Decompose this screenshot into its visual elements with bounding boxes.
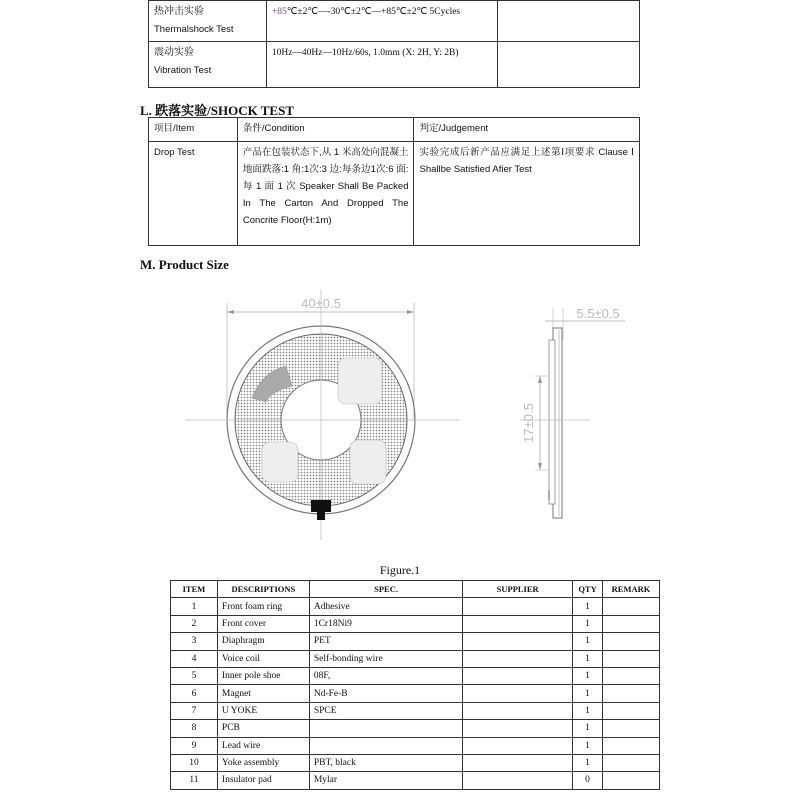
cell-description: Lead wire bbox=[217, 737, 309, 754]
cell-description: Inner pole shoe bbox=[217, 667, 309, 684]
header-item: ITEM bbox=[171, 581, 218, 598]
test-name-zh: 热冲击实验 bbox=[154, 6, 204, 17]
section-title-product-size: M. Product Size bbox=[140, 257, 229, 272]
table-row bbox=[171, 667, 660, 684]
table-row bbox=[171, 737, 660, 754]
cell-spec bbox=[309, 720, 462, 737]
figure-caption: Figure.1 bbox=[379, 563, 421, 577]
side-view bbox=[520, 306, 625, 518]
cell-description: Yoke assembly bbox=[217, 754, 309, 771]
cell-item: 4 bbox=[171, 650, 218, 667]
cell-description: Front foam ring bbox=[217, 598, 309, 615]
header-remark: REMARK bbox=[603, 581, 660, 598]
table-row bbox=[171, 633, 660, 650]
dim-thickness-label: 5.5±0.5 bbox=[576, 306, 620, 321]
table-row bbox=[171, 598, 660, 615]
cell-spec: Adhesive bbox=[309, 598, 462, 615]
terminal bbox=[311, 500, 331, 512]
cell-spec: PBT, black bbox=[309, 754, 462, 771]
cell-description: U YOKE bbox=[217, 702, 309, 719]
condition-text: 产品在包装状态下,从 1 米高处向混凝土地面跌落:1 角:1次:3 边:每条边1次:6 面: 每 1 面 1 次 Speaker Shall Be Packed In The Carton And Dropped The Concrite Floor(H:1m) bbox=[242, 147, 409, 226]
test-condition: ℃±2℃—-30℃±2℃—+85℃±2℃ 5Cycles bbox=[286, 7, 461, 17]
header-qty: QTY bbox=[573, 581, 603, 598]
cell-supplier bbox=[463, 720, 573, 737]
cell-supplier bbox=[463, 650, 573, 667]
cell-item: 7 bbox=[171, 702, 218, 719]
test-name-en: Thermalshock Test bbox=[154, 24, 234, 35]
cell-spec: SPCE bbox=[309, 702, 462, 719]
test-name-en: Vibration Test bbox=[154, 65, 212, 76]
vent-slot bbox=[262, 442, 298, 482]
table-row bbox=[171, 720, 660, 737]
cell-description: Voice coil bbox=[217, 650, 309, 667]
cell-supplier bbox=[463, 598, 573, 615]
cell-qty: 1 bbox=[573, 685, 603, 702]
cell-item: 5 bbox=[171, 667, 218, 684]
cell-remark bbox=[603, 598, 660, 615]
cell-remark bbox=[603, 772, 660, 789]
cell-remark bbox=[603, 720, 660, 737]
cell-item: 1 bbox=[171, 598, 218, 615]
header-judgement: 判定/Judgement bbox=[414, 118, 640, 142]
vent-slot bbox=[338, 358, 382, 404]
cell-spec: Mylar bbox=[309, 772, 462, 789]
section-title-shock-test: L. 跌落实验/SHOCK TEST bbox=[140, 103, 294, 118]
header-item: 项目/Item bbox=[149, 118, 238, 142]
cell-description: Front cover bbox=[217, 615, 309, 632]
cell-spec: 08F, bbox=[309, 667, 462, 684]
cell-item: 8 bbox=[171, 720, 218, 737]
cell-description: Insulator pad bbox=[217, 772, 309, 789]
item-label: Drop Test bbox=[154, 147, 195, 158]
table-row bbox=[171, 685, 660, 702]
cell-supplier bbox=[463, 667, 573, 684]
vent-slot bbox=[350, 440, 386, 484]
cell-item: 10 bbox=[171, 754, 218, 771]
cell-description: Diaphragm bbox=[217, 633, 309, 650]
judgement-text: 实验完成后新产品应满足上述第Ⅰ项要求 Clause Ⅰ Shallbe Satisfied Afier Test bbox=[419, 147, 634, 175]
table-row bbox=[171, 650, 660, 667]
cell-qty: 1 bbox=[573, 720, 603, 737]
cell-qty: 1 bbox=[573, 615, 603, 632]
cell-item: 6 bbox=[171, 685, 218, 702]
cell-spec: PET bbox=[309, 633, 462, 650]
front-view bbox=[185, 290, 460, 540]
table-row bbox=[171, 702, 660, 719]
terminal-tab bbox=[317, 512, 325, 520]
test-condition: 10Hz—40Hz—10Hz/60s, 1.0mm (X: 2H, Y: 2B) bbox=[271, 48, 459, 58]
header-condition: 条件/Condition bbox=[237, 118, 414, 142]
cell-supplier bbox=[463, 772, 573, 789]
table-row bbox=[171, 772, 660, 789]
cell-description: Magnet bbox=[217, 685, 309, 702]
cell-qty: 1 bbox=[573, 737, 603, 754]
cell-supplier bbox=[463, 702, 573, 719]
cell-remark bbox=[603, 737, 660, 754]
header-spec: SPEC. bbox=[309, 581, 462, 598]
cell-qty: 1 bbox=[573, 754, 603, 771]
cell-remark bbox=[603, 667, 660, 684]
table-row bbox=[171, 754, 660, 771]
cell-item: 2 bbox=[171, 615, 218, 632]
cell-supplier bbox=[463, 685, 573, 702]
cell-qty: 1 bbox=[573, 650, 603, 667]
parts-table bbox=[170, 580, 660, 790]
cell-spec: Self-bonding wire bbox=[309, 650, 462, 667]
cell-remark bbox=[603, 650, 660, 667]
cell-qty: 1 bbox=[573, 667, 603, 684]
cell-remark bbox=[603, 754, 660, 771]
cell-remark bbox=[603, 615, 660, 632]
cell-item: 9 bbox=[171, 737, 218, 754]
cell-supplier bbox=[463, 633, 573, 650]
cell-item: 11 bbox=[171, 772, 218, 789]
cell-spec bbox=[309, 737, 462, 754]
cell-qty: 0 bbox=[573, 772, 603, 789]
table-row bbox=[171, 615, 660, 632]
cell-qty: 1 bbox=[573, 702, 603, 719]
dim-diameter-label: 40±0.5 bbox=[301, 296, 341, 311]
cell-supplier bbox=[463, 737, 573, 754]
header-descriptions: DESCRIPTIONS bbox=[217, 581, 309, 598]
header-supplier: SUPPLIER bbox=[463, 581, 573, 598]
cell-remark bbox=[603, 685, 660, 702]
cell-remark bbox=[603, 702, 660, 719]
cell-spec: 1Cr18Ni9 bbox=[309, 615, 462, 632]
table-header-row bbox=[171, 581, 660, 598]
cell-qty: 1 bbox=[573, 598, 603, 615]
cell-supplier bbox=[463, 754, 573, 771]
cell-qty: 1 bbox=[573, 633, 603, 650]
cell-item: 3 bbox=[171, 633, 218, 650]
cell-description: PCB bbox=[217, 720, 309, 737]
test-name-zh: 震动实验 bbox=[154, 47, 194, 58]
dim-height-label: 17±0.5 bbox=[521, 403, 536, 443]
cell-spec: Nd-Fe-B bbox=[309, 685, 462, 702]
cell-supplier bbox=[463, 615, 573, 632]
condition-highlight: +85 bbox=[271, 7, 287, 17]
cell-remark bbox=[603, 633, 660, 650]
